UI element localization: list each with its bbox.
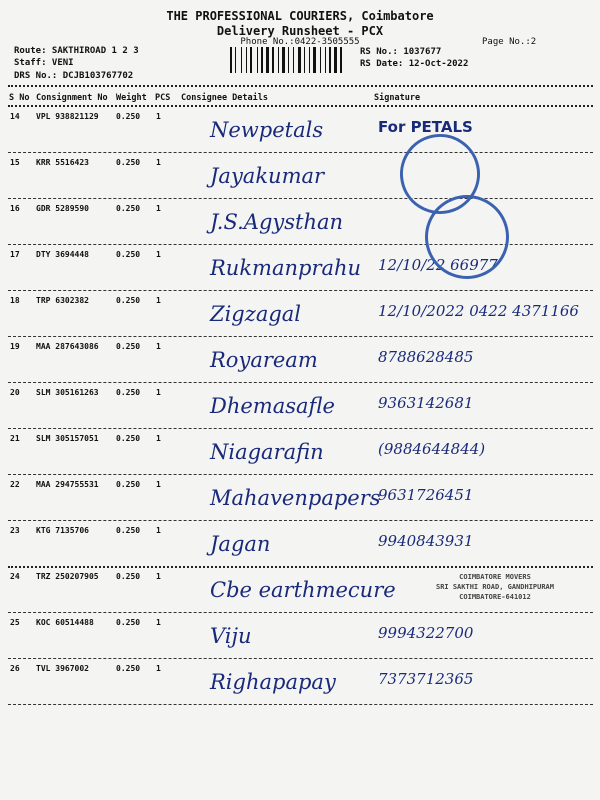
row-weight: 0.250 [116, 112, 141, 121]
barcode-bar [246, 47, 247, 73]
runsheet-title: Delivery Runsheet - PCX [216, 24, 384, 38]
col-sno: S No [9, 93, 30, 103]
row-consignee-handwriting: Newpetals [210, 118, 324, 142]
row-pcs: 1 [156, 204, 161, 213]
movers-stamp [405, 572, 585, 602]
col-consignment: Consignment No [36, 93, 108, 103]
row-divider [8, 474, 593, 475]
row-pcs: 1 [156, 250, 161, 259]
barcode-bar [235, 47, 236, 73]
row-weight: 0.250 [116, 342, 141, 351]
barcode-bar [293, 47, 294, 73]
row-pcs: 1 [156, 158, 161, 167]
row-consignment-no: TRP 6302382 [36, 296, 89, 305]
rs-number: RS No.: 1037677 [360, 47, 442, 57]
row-weight: 0.250 [116, 158, 141, 167]
row-pcs: 1 [156, 342, 161, 351]
row-divider [8, 658, 593, 659]
staff-label: Staff: VENI [14, 58, 74, 68]
row-consignment-no: KRR 5516423 [36, 158, 89, 167]
row-consignee-handwriting: Royaream [210, 348, 318, 372]
barcode-bar [230, 47, 232, 73]
row-sno: 18 [10, 296, 20, 305]
row-signature-handwriting: For PETALS [378, 118, 473, 136]
column-divider [8, 105, 593, 107]
barcode-bar [304, 47, 305, 73]
drs-number: DRS No.: DCJB103767702 [14, 71, 134, 81]
row-pcs: 1 [156, 526, 161, 535]
route-label: Route: SAKTHIROAD 1 2 3 [14, 46, 139, 56]
row-consignment-no: SLM 305157051 [36, 434, 99, 443]
row-divider [8, 382, 593, 383]
row-pcs: 1 [156, 664, 161, 673]
barcode-bar [257, 47, 258, 73]
row-consignee-handwriting: Jayakumar [210, 164, 325, 188]
row-signature-handwriting: 12/10/22 66977 [378, 256, 498, 274]
col-signature: Signature [374, 93, 421, 103]
row-consignee-handwriting: Rukmanprahu [210, 256, 362, 280]
barcode-bar [282, 47, 285, 73]
row-divider [8, 198, 593, 199]
row-sno: 22 [10, 480, 20, 489]
barcode-bar [320, 47, 321, 73]
row-consignee-handwriting: Viju [210, 624, 252, 648]
round-stamp-2 [425, 195, 509, 279]
movers-stamp-address: SRI SAKTHI ROAD, GANDHIPURAM [435, 583, 554, 591]
barcode-bar [340, 47, 342, 73]
row-consignment-no: MAA 287643086 [36, 342, 99, 351]
row-sno: 26 [10, 664, 20, 673]
row-consignment-no: MAA 294755531 [36, 480, 99, 489]
row-weight: 0.250 [116, 296, 141, 305]
row-pcs: 1 [156, 572, 161, 581]
row-pcs: 1 [156, 388, 161, 397]
col-consignee: Consignee Details [181, 93, 268, 103]
row-signature-handwriting: 12/10/2022 0422 4371166 [378, 302, 579, 320]
row-consignee-handwriting: Zigzagal [210, 302, 302, 326]
row-sno: 25 [10, 618, 20, 627]
row-consignment-no: VPL 938821129 [36, 112, 99, 121]
row-sno: 17 [10, 250, 20, 259]
row-consignment-no: GDR 5289590 [36, 204, 89, 213]
row-pcs: 1 [156, 618, 161, 627]
page-number: Page No.:2 [482, 37, 537, 47]
row-sno: 23 [10, 526, 20, 535]
row-consignment-no: TVL 3967002 [36, 664, 89, 673]
row-weight: 0.250 [116, 526, 141, 535]
row-weight: 0.250 [116, 388, 141, 397]
row-consignee-handwriting: Mahavenpapers [210, 486, 381, 510]
header-divider [8, 85, 593, 87]
col-weight: Weight [116, 93, 147, 103]
row-signature-handwriting: 9940843931 [378, 532, 474, 550]
row-sno: 20 [10, 388, 20, 397]
barcode-bar [329, 47, 331, 73]
barcode-bar [309, 47, 310, 73]
row-pcs: 1 [156, 296, 161, 305]
row-consignment-no: KTG 7135706 [36, 526, 89, 535]
row-divider [8, 704, 593, 705]
barcode-image [230, 47, 355, 73]
row-consignment-no: KOC 60514488 [36, 618, 94, 627]
rs-date: RS Date: 12-Oct-2022 [360, 59, 469, 69]
row-divider [8, 290, 593, 291]
barcode-bar [250, 47, 252, 73]
row-sno: 21 [10, 434, 20, 443]
barcode-bar [272, 47, 274, 73]
row-weight: 0.250 [116, 204, 141, 213]
row-divider [8, 520, 593, 521]
row-consignee-handwriting: Dhemasafle [210, 394, 335, 418]
row-weight: 0.250 [116, 572, 141, 581]
row-sno: 15 [10, 158, 20, 167]
row-pcs: 1 [156, 480, 161, 489]
row-consignee-handwriting: Niagarafin [210, 440, 324, 464]
barcode-bar [298, 47, 301, 73]
row-pcs: 1 [156, 112, 161, 121]
row-signature-handwriting: (9884644844) [378, 440, 486, 458]
row-sno: 19 [10, 342, 20, 351]
barcode-bar [278, 47, 279, 73]
row-signature-handwriting: 9994322700 [378, 624, 474, 642]
barcode-bar [334, 47, 337, 73]
row-signature-handwriting: 8788628485 [378, 348, 474, 366]
movers-stamp-city: COIMBATORE-641012 [459, 593, 531, 601]
row-divider [8, 566, 593, 568]
row-consignee-handwriting: J.S.Agysthan [210, 210, 344, 234]
row-sno: 24 [10, 572, 20, 581]
movers-stamp-name: COIMBATORE MOVERS [459, 573, 531, 581]
row-sno: 16 [10, 204, 20, 213]
barcode-bar [261, 47, 263, 73]
row-consignee-handwriting: Jagan [210, 532, 271, 556]
row-sno: 14 [10, 112, 20, 121]
row-divider [8, 152, 593, 153]
row-consignment-no: TRZ 250207905 [36, 572, 99, 581]
row-signature-handwriting: 7373712365 [378, 670, 474, 688]
row-consignee-handwriting: Righapapay [210, 670, 336, 694]
row-weight: 0.250 [116, 250, 141, 259]
row-divider [8, 612, 593, 613]
barcode-bar [313, 47, 316, 73]
barcode-bar [266, 47, 269, 73]
row-divider [8, 428, 593, 429]
phone-number: Phone No.:0422-3505555 [240, 37, 360, 47]
barcode-bar [288, 47, 289, 73]
row-pcs: 1 [156, 434, 161, 443]
row-signature-handwriting: 9363142681 [378, 394, 474, 412]
row-weight: 0.250 [116, 480, 141, 489]
barcode-bar [241, 47, 242, 73]
col-pcs: PCS [155, 93, 171, 103]
barcode-bar [325, 47, 326, 73]
row-consignment-no: DTY 3694448 [36, 250, 89, 259]
row-weight: 0.250 [116, 434, 141, 443]
row-weight: 0.250 [116, 664, 141, 673]
row-signature-handwriting: 9631726451 [378, 486, 474, 504]
company-title: THE PROFESSIONAL COURIERS, Coimbatore [166, 9, 434, 23]
row-divider [8, 336, 593, 337]
row-weight: 0.250 [116, 618, 141, 627]
row-consignee-handwriting: Cbe earthmecure [210, 578, 396, 602]
row-consignment-no: SLM 305161263 [36, 388, 99, 397]
